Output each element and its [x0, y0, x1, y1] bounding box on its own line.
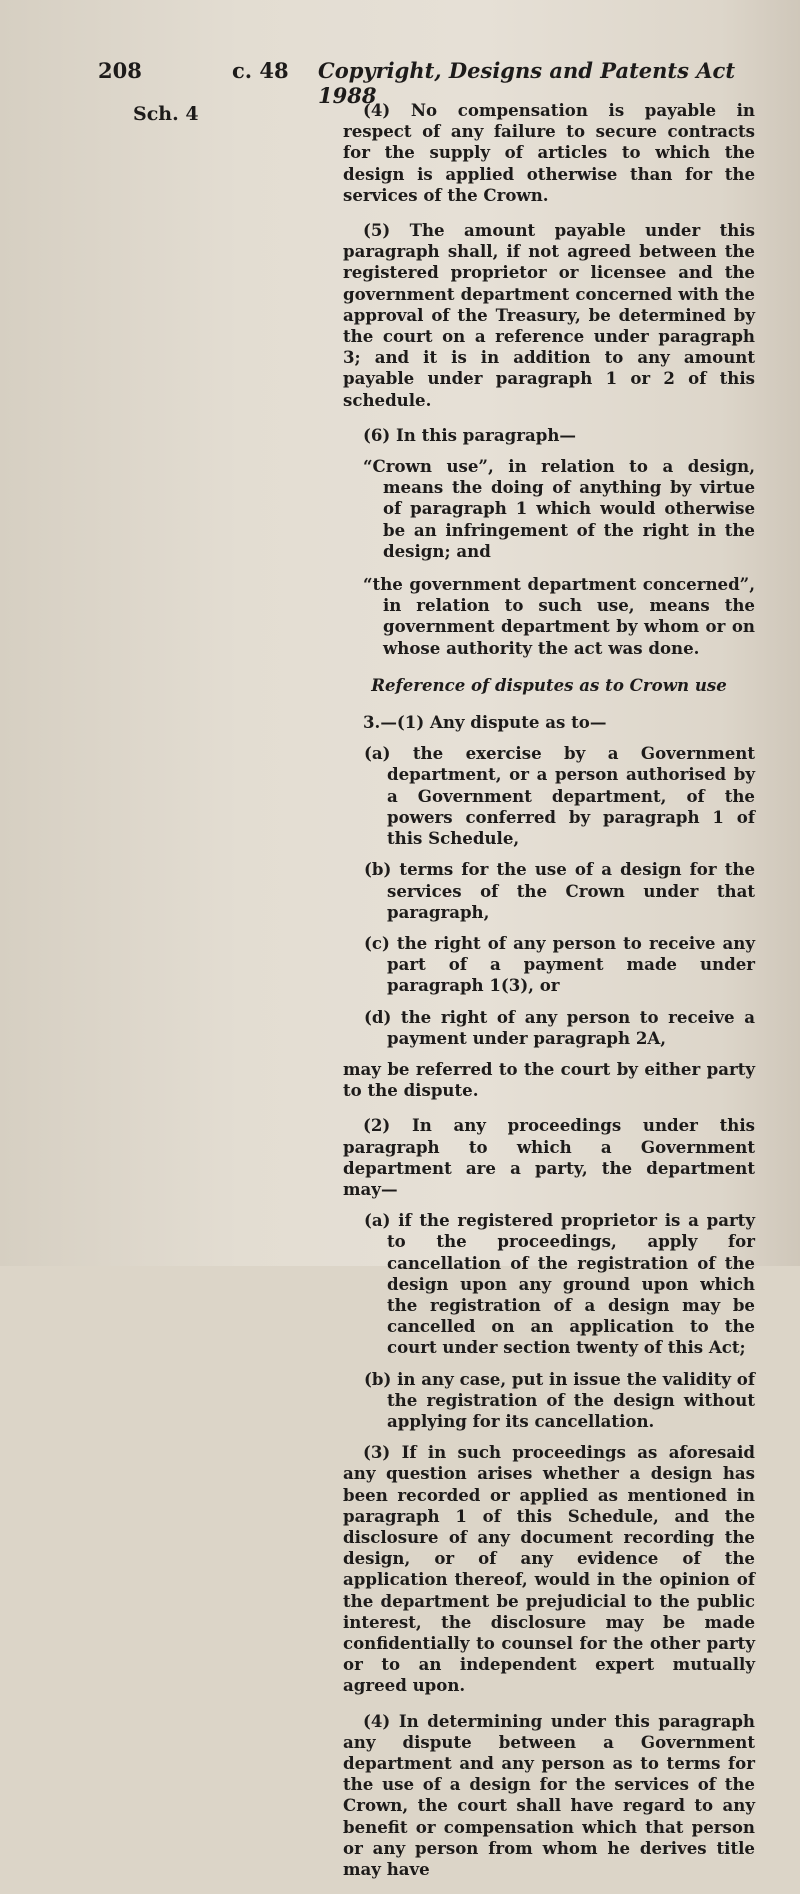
- section-3-3: (3) If in such proceedings as aforesaid any question arises whether a design has been recorded or applied as mentioned in paragraph 1 of this Schedule, and the disclosure of any document recording the design, or of any evidence of the application thereof, would in the opinion of the department be prejudicial to the public interest, the disclosure may be made confidentially to counsel for the other party or to an independent expert mutually agreed upon.: [343, 1442, 755, 1696]
- section-heading: Reference of disputes as to Crown use: [371, 674, 727, 695]
- running-title: Copyright, Designs and Patents Act 1988: [318, 58, 736, 108]
- chapter-reference: c. 48: [232, 58, 289, 83]
- page-header: [0, 58, 800, 108]
- section-3-2-intro: (2) In any proceedings under this paragraph to which a Government department are a party, the department may—: [343, 1115, 755, 1199]
- section-3-1-intro: 3.—(1) Any dispute as to—: [363, 712, 607, 733]
- section-3-1-c: (c) the right of any person to receive any part of a payment made under paragraph 1(3), or: [364, 932, 755, 996]
- definition-government-department: “the government department concerned”, in relation to such use, means the government department by whom or on whose authority the act was done.: [363, 574, 755, 658]
- section-3-1-a: (a) the exercise by a Government department, or a person authorised by a Government department, of the powers conferred by paragraph 1 of this Schedule,: [364, 743, 755, 849]
- section-3-1-d: (d) the right of any person to receive a payment under paragraph 2A,: [364, 1006, 755, 1048]
- body-text: [343, 100, 755, 1894]
- section-3-1-tail: may be referred to the court by either party to the dispute.: [343, 1058, 755, 1101]
- schedule-margin-note: Sch. 4: [133, 103, 199, 125]
- paragraph-6-intro: (6) In this paragraph—: [363, 424, 576, 445]
- section-3-4: (4) In determining under this paragraph any dispute between a Government department and any person as to terms for the use of a design for the services of the Crown, the court shall have regard to any benefit or compensation which that person or any person from whom he derives title may have: [343, 1710, 755, 1880]
- definition-crown-use: “Crown use”, in relation to a design, means the doing of anything by virtue of paragraph 1 which would otherwise be an infringement of the right in the design; and: [363, 456, 755, 561]
- paragraph-4: (4) No compensation is payable in respect of any failure to secure contracts for the supply of articles to which the design is applied otherwise than for the services of the Crown.: [343, 100, 755, 205]
- section-3-2-a: (a) if the registered proprietor is a party to the proceedings, apply for cancellation of the registration of the design upon any ground upon which the registration of a design may be cancelled on an application to the court under section twenty of this Act;: [364, 1210, 755, 1358]
- section-3-2-b: (b) in any case, put in issue the validity of the registration of the design without applying for its cancellation.: [364, 1368, 755, 1431]
- paragraph-5: (5) The amount payable under this paragraph shall, if not agreed between the registered proprietor or licensee and the government department concerned with the approval of the Treasury, be determined by the court on a reference under paragraph 3; and it is in addition to any amount payable under paragraph 1 or 2 of this schedule.: [343, 220, 755, 410]
- section-3-1-b: (b) terms for the use of a design for the services of the Crown under that paragraph,: [364, 859, 755, 922]
- page-number: 208: [98, 58, 142, 83]
